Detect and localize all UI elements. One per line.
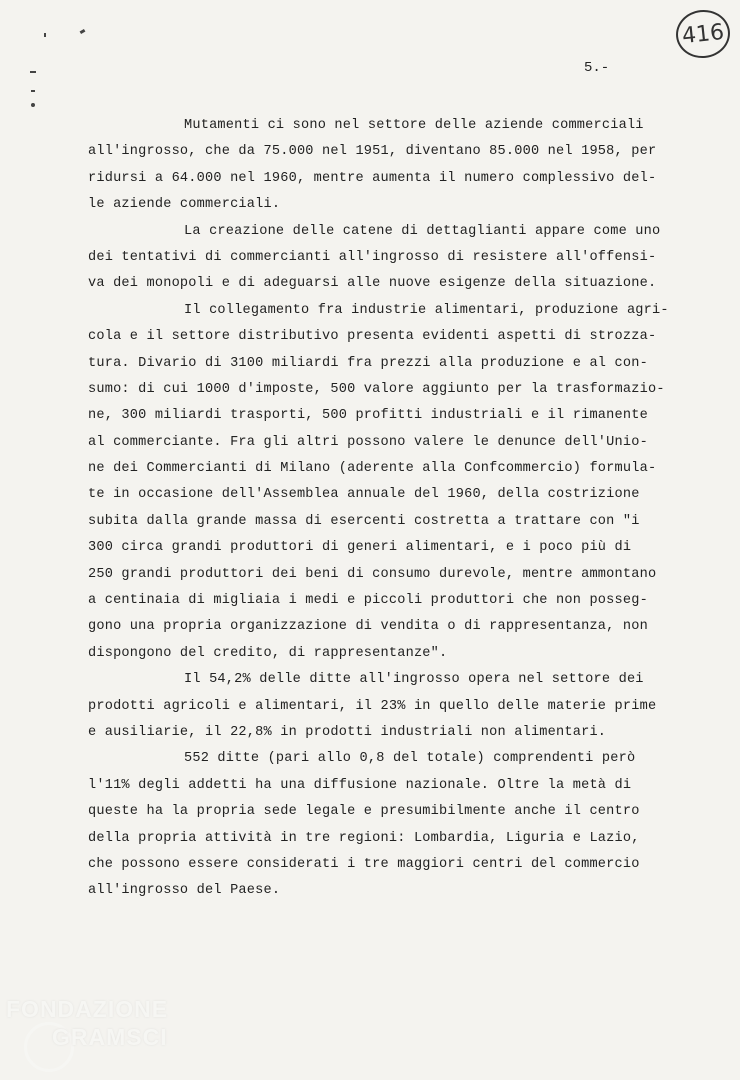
- text-line: cola e il settore distributivo presenta evidenti aspetti di strozza-: [88, 329, 657, 345]
- body-text: [88, 113, 700, 905]
- text-line: a centinaia di migliaia i medi e piccoli produttori che non posseg-: [88, 593, 648, 609]
- text-line: ne, 300 miliardi trasporti, 500 profitti industriali e il rimanente: [88, 408, 648, 424]
- text-line: ridursi a 64.000 nel 1960, mentre aumenta il numero complessivo del-: [88, 170, 657, 186]
- text-line: 552 ditte (pari allo 0,8 del totale) comprendenti però: [184, 751, 636, 767]
- fondazione-gramsci-watermark: FONDAZIONE GRAMSCI: [6, 996, 196, 1074]
- text-line: prodotti agricoli e alimentari, il 23% in quello delle materie prime: [88, 698, 657, 714]
- text-line: le aziende commerciali.: [88, 197, 281, 213]
- text-line: Il 54,2% delle ditte all'ingrosso opera nel settore dei: [184, 672, 644, 688]
- text-line: sumo: di cui 1000 d'imposte, 500 valore aggiunto per la trasformazio-: [88, 381, 665, 397]
- text-line: della propria attività in tre regioni: Lombardia, Liguria e Lazio,: [88, 830, 640, 846]
- text-line: va dei monopoli e di adeguarsi alle nuove esigenze della situazione.: [88, 276, 657, 292]
- text-line: La creazione delle catene di dettaglianti appare come uno: [184, 223, 661, 239]
- text-line: all'ingrosso, che da 75.000 nel 1951, diventano 85.000 nel 1958, per: [88, 144, 657, 160]
- text-line: te in occasione dell'Assemblea annuale del 1960, della costrizione: [88, 487, 640, 503]
- archive-number-stamp: 416: [674, 7, 733, 60]
- text-line: Mutamenti ci sono nel settore delle aziende commerciali: [184, 118, 644, 133]
- text-line: tura. Divario di 3100 miliardi fra prezzi alla produzione e al con-: [88, 355, 648, 371]
- text-line: che possono essere considerati i tre maggiori centri del commercio: [88, 856, 640, 872]
- text-line: queste ha la propria sede legale e presumibilmente anche il centro: [88, 804, 640, 820]
- text-line: ne dei Commercianti di Milano (aderente alla Confcommercio) formula-: [88, 461, 657, 477]
- text-line: dispongono del credito, di rappresentanze".: [88, 645, 448, 661]
- text-line: 300 circa grandi produttori di generi alimentari, e i poco più di: [88, 540, 632, 556]
- text-line: 250 grandi produttori dei beni di consumo durevole, mentre ammontano: [88, 566, 657, 582]
- text-line: gono una propria organizzazione di vendita o di rappresentanza, non: [88, 619, 648, 635]
- text-line: l'11% degli addetti ha una diffusione nazionale. Oltre la metà di: [88, 777, 632, 793]
- text-line: all'ingrosso del Paese.: [88, 883, 281, 899]
- text-line: e ausiliarie, il 22,8% in prodotti industriali non alimentari.: [88, 724, 607, 740]
- text-line: al commerciante. Fra gli altri possono valere le denunce dell'Unio-: [88, 434, 648, 450]
- text-line: dei tentativi di commercianti all'ingrosso di resistere all'offensi-: [88, 249, 657, 265]
- page-number: 5.-: [584, 60, 610, 76]
- text-line: subita dalla grande massa di esercenti costretta a trattare con "i: [88, 513, 640, 529]
- text-line: Il collegamento fra industrie alimentari, produzione agri-: [184, 302, 669, 318]
